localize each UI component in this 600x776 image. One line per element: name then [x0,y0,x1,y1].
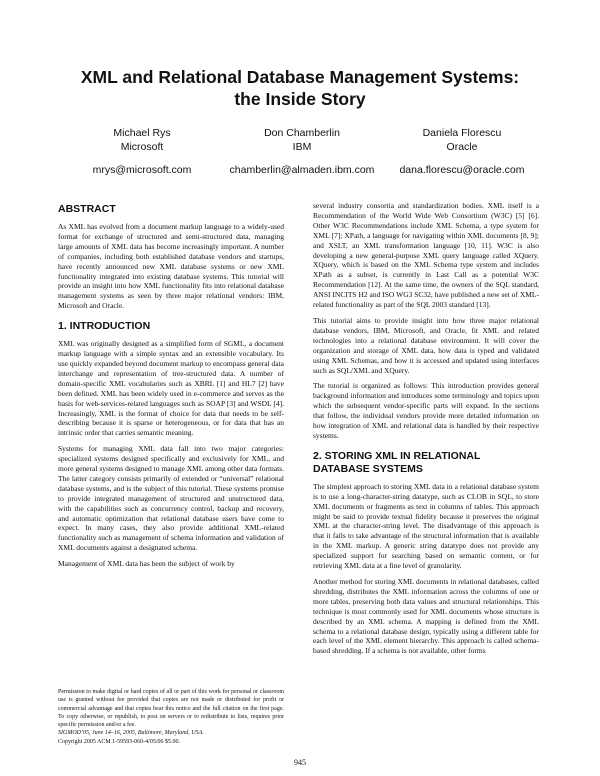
author-affiliation: IBM [292,141,312,153]
abstract-text: As XML has evolved from a document markup language to a widely-used format for exchange of structured and semi-structured data, managing large amounts of XML data has become increasingly important. A number of companies, including both established database vendors and startups, have recently announced new XML database systems or new XML functionality integrated into existing database systems. This tutorial will provide an insight into how XML functionality fits into relational database management systems as seen by three major relational vendors: IBM, Microsoft and Oracle. [58,222,284,311]
author-affiliation: Microsoft [120,141,164,153]
section-2-heading-line-1: 2. STORING XML IN RELATIONAL [313,449,481,462]
author-email[interactable]: chamberlin@almaden.ibm.com [229,164,375,176]
author-affiliation: Oracle [446,141,478,153]
author-name: Don Chamberlin [264,127,340,139]
section-2-heading-line-2: DATABASE SYSTEMS [313,462,423,475]
author-block [212,126,392,177]
author-email[interactable]: dana.florescu@oracle.com [399,164,525,176]
conference-line: SIGMOD’05, June 14–16, 2005, Baltimore, Maryland, USA. [58,730,204,737]
section-2-paragraph-2: Another method for storing XML documents in relational databases, called shredding, distributes the XML information across the columns of one or more tables, preserving both data values and structural relationships. This technique is most commonly used for XML documents whose structure is described by an XML schema. A mapping is defined from the XML schema to a relational database design, typically using a different table for each level of the XML element hierarchy. This approach is called schema-based shredding. If a schema is not available, other forms [313,577,539,656]
intro-paragraph-3: Management of XML data has been the subject of work by [58,559,235,569]
body-paragraph: This tutorial aims to provide insight into how three major relational database vendors, IBM, Microsoft, and Oracle, fit XML and related technologies into a relational database environment. It will cover the organization and storage of XML data, how data is typed and validated using XML Schemas, and how it is accessed and updated using interfaces such as SQL/XML and XQuery. [313,315,539,375]
right-column [313,201,539,662]
left-column [58,203,284,575]
title-line-2: the Inside Story [234,89,366,109]
body-paragraph: The tutorial is organized as follows: This introduction provides general background information and introduces some terminology and topics upon which the subsequent vendor-specific parts will expand. In the sections that follow, the individual vendors provide more detailed information on how integration of XML and relational data is handled by their respective systems. [313,381,539,440]
intro-paragraph-1: XML was originally designed as a simplified form of SGML, a document markup language with a simple syntax and an extensible vocabulary. Its use quickly expanded beyond document markup to encompass general data interchange and representation of tree-structured data. A number of domain-specific XML vocabularies such as XBRL [1] and HL7 [2] have been defined. XML has been widely used in e-commerce and serves as the basis for web-services-related languages such as SOAP [3] and WSDL [4]. Increasingly, XML is the format of choice for data that needs to be self-describing because it is sparse or heterogeneous, or for data that has an intrinsic order that carries semantic meaning. [58,339,284,438]
intro-paragraph-2: Systems for managing XML data fall into two major categories: specialized systems designed specifically and exclusively for XML, and more general systems designed to manage XML among other data formats. The latter category consists primarily of extended or “universal” relational database systems, and is the subject of this tutorial. These systems promise to provide integrated management of structured and unstructured data, with the capabilities such as concurrency control, backup and recovery, and automatic optimization that relational database users have come to expect. In many cases, they also provide additional XML-related functionality such as management of schema information and validation of XML documents against a designated schema. [58,444,284,553]
abstract-heading: ABSTRACT [58,203,116,215]
introduction-heading: 1. INTRODUCTION [58,320,151,333]
copyright-line: Copyright 2005 ACM 1-59593-060-4/05/06 $5.00. [58,738,181,745]
section-2-paragraph-1: The simplest approach to storing XML data in a relational database system is to use a long-character-string datatype, such as CLOB in SQL, to store XML documents or fragments as text in columns of tables. This approach might be said to provide textual fidelity because it preserves the original XML at the character-string level. The disadvantage of this approach is that it fails to take advantage of the structural information that is available in the XML markup. A generic string datatype does not provide any specialized support for searching based on semantic content, or for retrieving XML data at a fine level of granularity. [313,481,539,571]
author-email[interactable]: mrys@microsoft.com [92,164,192,176]
author-name: Michael Rys [113,127,171,139]
author-name: Daniela Florescu [422,127,502,139]
page-number: 945 [294,758,306,767]
paper-title [0,66,600,110]
section-2-heading [313,450,539,476]
copyright-notice [58,688,284,746]
title-line-1: XML and Relational Database Management Systems: [80,67,520,87]
body-paragraph: several industry consortia and standardization bodies. XML itself is a Recommendation of the World Wide Web Consortium (W3C) [5] [6]. Other W3C Recommendations include XML Schema, a type system for XML [7]; XPath, a language for navigating within XML documents [8, 9]; and XSLT, an XML transformation language [10, 11]. W3C is also developing a new general-purpose XML query language called XQuery. XQuery, which is based on the XML Schema type system and includes XPath as a subset, is currently in Last Call as a potential W3C Recommendation [12]. At the same time, the owners of the SQL standard, ANSI INCITS H2 and ISO WG3 SC32, have published a new set of XML-related functionality as part of the SQL 2003 standard [13]. [313,201,539,310]
author-block [372,126,552,177]
permission-text: Permission to make digital or hard copies of all or part of this work for personal or classroom use is granted without fee provided that copies are not made or distributed for profit or commercial advantage and that copies bear this notice and the full citation on the first page. To copy otherwise, or republish, to post on servers or to redistribute to lists, requires prior specific permission and/or a fee. [58,689,284,729]
author-block [52,126,232,177]
